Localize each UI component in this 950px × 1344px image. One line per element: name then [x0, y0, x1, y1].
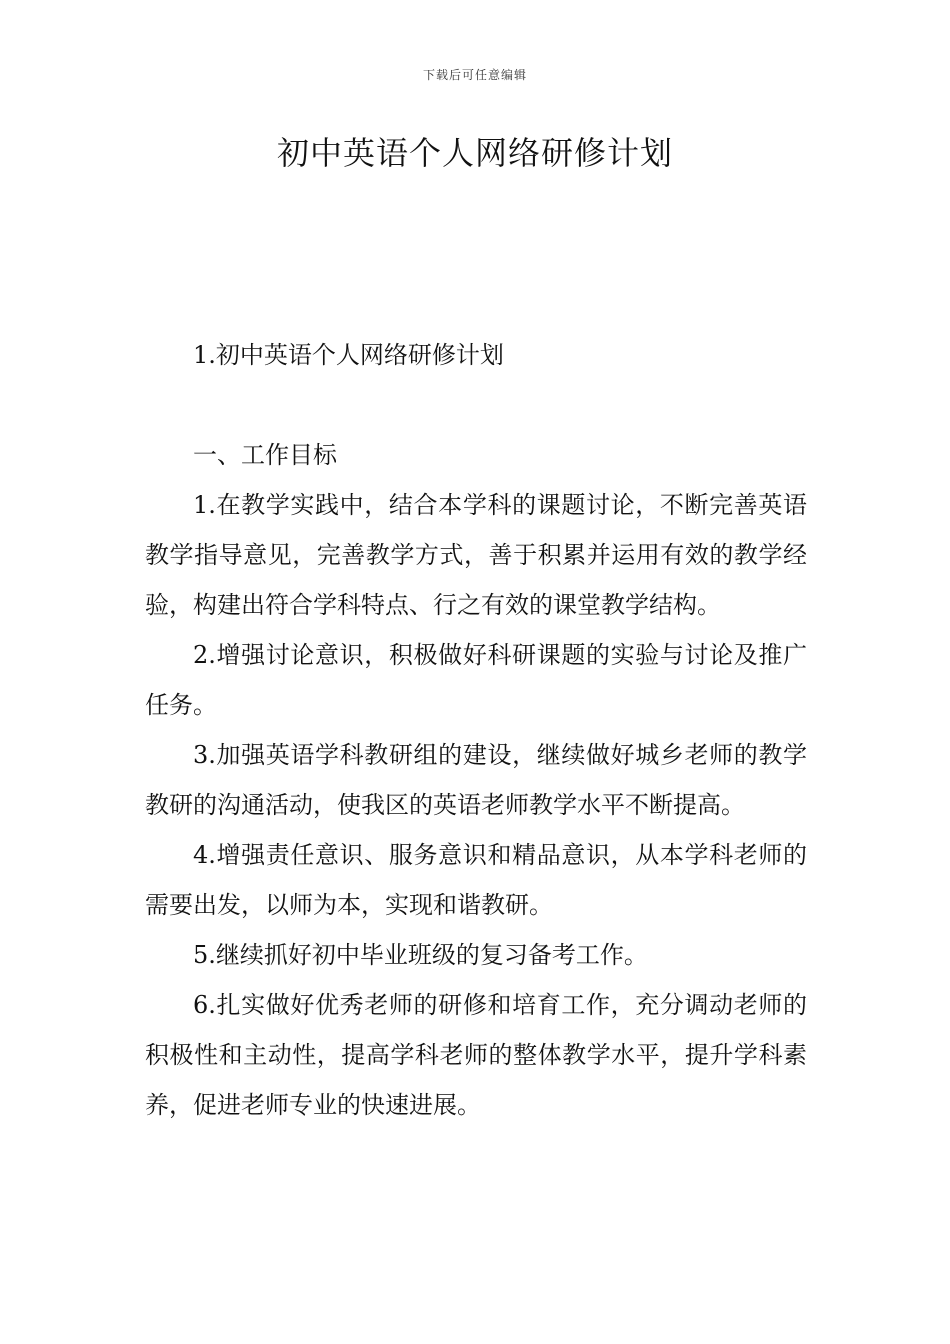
goal-item-3: 3.加强英语学科教研组的建设，继续做好城乡老师的教学教研的沟通活动，使我区的英语老师教学水平不断提高。: [145, 741, 807, 819]
document-body: [145, 330, 807, 1130]
header-note: 下载后可任意编辑: [422, 68, 527, 82]
document-subtitle: 1.初中英语个人网络研修计划: [193, 341, 504, 369]
goal-item-4: 4.增强责任意识、服务意识和精品意识，从本学科老师的需要出发，以师为本，实现和谐教研。: [145, 841, 807, 919]
goal-item-5: 5.继续抓好初中毕业班级的复习备考工作。: [193, 941, 648, 969]
goal-item-1: 1.在教学实践中，结合本学科的课题讨论，不断完善英语教学指导意见，完善教学方式，善于积累并运用有效的教学经验，构建出符合学科特点、行之有效的课堂教学结构。: [145, 491, 807, 619]
goal-item-6: 6.扎实做好优秀老师的研修和培育工作，充分调动老师的积极性和主动性，提高学科老师的整体教学水平，提升学科素养，促进老师专业的快速进展。: [145, 991, 807, 1119]
document-title: 初中英语个人网络研修计划: [276, 134, 673, 172]
goal-item-2: 2.增强讨论意识，积极做好科研课题的实验与讨论及推广任务。: [145, 641, 807, 719]
section-heading: 一、工作目标: [193, 441, 337, 469]
